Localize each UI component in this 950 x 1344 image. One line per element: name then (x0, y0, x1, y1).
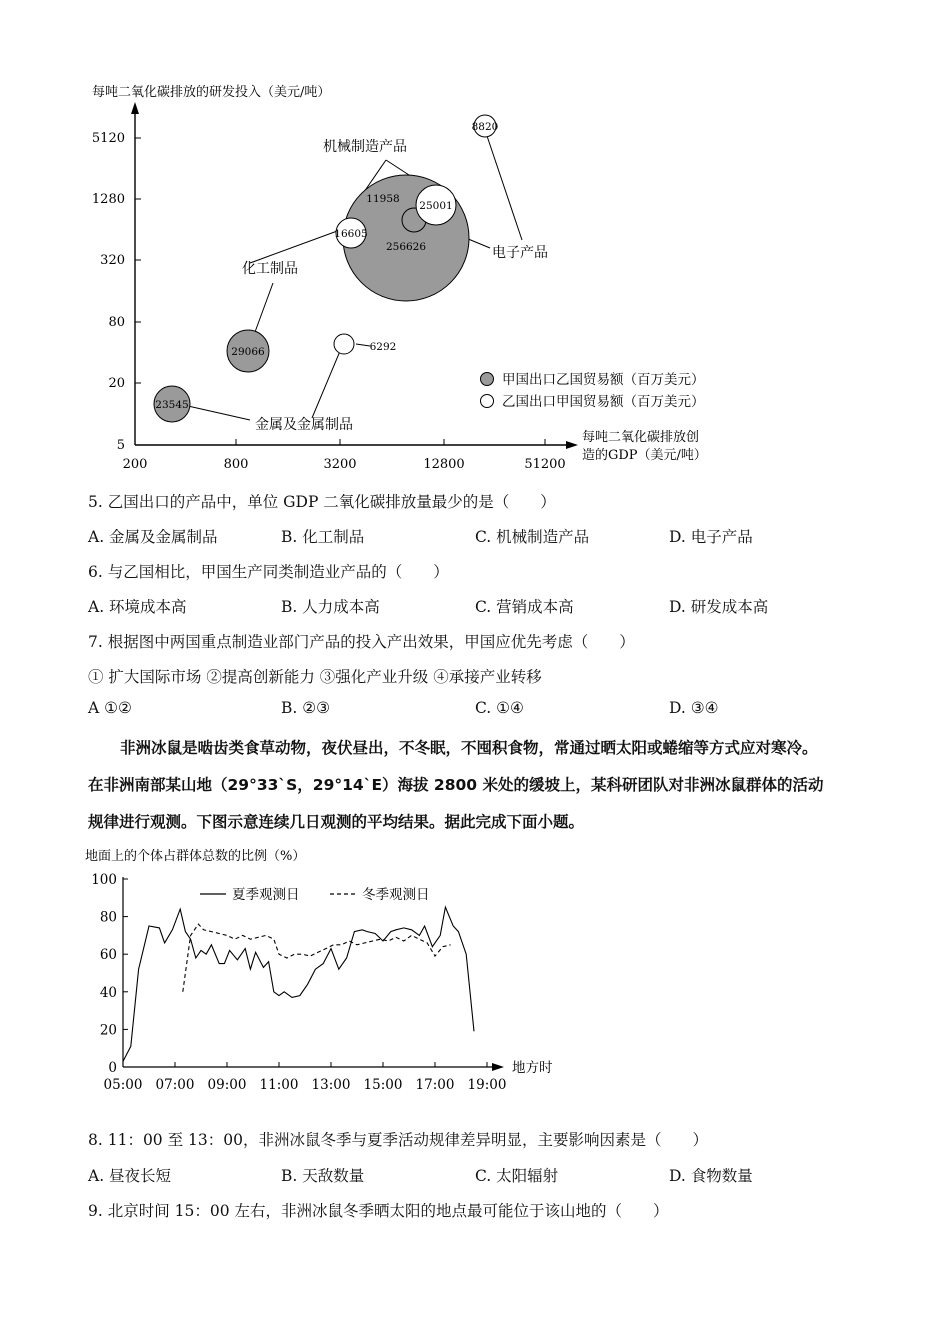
x-tick: 12800 (423, 457, 465, 472)
x-tick: 800 (223, 457, 249, 472)
series-summer-line (123, 907, 474, 1061)
q5-option-d[interactable]: D. 电子产品 (669, 528, 753, 546)
q5-option-a[interactable]: A. 金属及金属制品 (88, 528, 218, 546)
question-9-stem: 9. 北京时间 15：00 左右，非洲冰鼠冬季晒太阳的地点最可能位于该山地的（ ） (88, 1202, 669, 1220)
label-metal: 金属及金属制品 (255, 417, 353, 433)
question-5-stem: 5. 乙国出口的产品中，单位 GDP 二氧化碳排放量最少的是（ ） (88, 493, 556, 511)
y-axis-label: 每吨二氧化碳排放的研发投入（美元/吨） (92, 85, 331, 100)
chart2-xlabel: 地方时 (512, 1060, 553, 1076)
x-tick-label: 15:00 (363, 1077, 403, 1093)
activity-line-chart (80, 842, 580, 1102)
x-axis-label-1: 每吨二氧化碳排放创 (582, 430, 700, 445)
x-tick-label: 11:00 (259, 1077, 299, 1093)
bubble-value: 25001 (419, 200, 453, 212)
x-tick-label: 05:00 (103, 1077, 143, 1093)
y-tick: 5 (116, 438, 125, 453)
y-tick: 20 (108, 376, 125, 391)
legend-item: 甲国出口乙国贸易额（百万美元） (502, 372, 705, 388)
passage-line-1: 非洲冰鼠是啮齿类食草动物，夜伏昼出，不冬眠，不囤积食物，常通过晒太阳或蜷缩等方式应对寒冷。 (120, 739, 818, 757)
y-tick-label: 100 (91, 872, 117, 888)
y-tick-label: 20 (99, 1022, 117, 1039)
y-tick-label: 40 (99, 984, 117, 1001)
y-tick: 1280 (91, 192, 125, 207)
bubble-value: 16605 (334, 228, 368, 240)
q5-option-c[interactable]: C. 机械制造产品 (475, 528, 590, 546)
bubble-value: 6292 (369, 341, 397, 353)
y-tick-label: 80 (99, 909, 117, 926)
q7-option-b[interactable]: B. ②③ (281, 699, 331, 717)
question-7-stem: 7. 根据图中两国重点制造业部门产品的投入产出效果，甲国应优先考虑（ ） (88, 633, 635, 651)
x-tick-label: 13:00 (311, 1077, 351, 1093)
x-tick-label: 19:00 (467, 1077, 507, 1093)
legend-summer: 夏季观测日 (232, 887, 300, 903)
q8-option-d[interactable]: D. 食物数量 (669, 1167, 753, 1185)
y-tick: 80 (108, 315, 125, 330)
x-tick-label: 07:00 (155, 1077, 195, 1093)
q8-option-a[interactable]: A. 昼夜长短 (88, 1167, 172, 1185)
y-tick-label: 0 (108, 1060, 117, 1076)
x-tick-label: 09:00 (207, 1077, 247, 1093)
q8-option-b[interactable]: B. 天敌数量 (281, 1167, 365, 1185)
label-electronics: 电子产品 (492, 245, 548, 261)
chart2-title: 地面上的个体占群体总数的比例（%） (85, 849, 306, 864)
q6-option-a[interactable]: A. 环境成本高 (88, 598, 187, 616)
bubble-value: 256626 (385, 241, 427, 253)
y-tick: 5120 (91, 131, 125, 146)
passage-line-2: 在非洲南部某山地（29°33`S，29°14`E）海拔 2800 米处的缓坡上，某科研团队对非洲冰鼠群体的活动 (88, 776, 824, 794)
legend-white-marker (481, 395, 494, 408)
label-chemical: 化工制品 (242, 261, 298, 277)
bubble-value: 8820 (471, 121, 499, 133)
passage-line-3: 规律进行观测。下图示意连续几日观测的平均结果。据此完成下面小题。 (88, 813, 585, 831)
question-8-stem: 8. 11：00 至 13：00，非洲冰鼠冬季与夏季活动规律差异明显，主要影响因素是（ ） (88, 1131, 708, 1149)
y-tick: 320 (100, 253, 125, 268)
q7-option-a[interactable]: A ①② (88, 699, 132, 717)
q6-option-d[interactable]: D. 研发成本高 (669, 598, 769, 616)
series-winter-line (183, 924, 451, 992)
label-machinery: 机械制造产品 (323, 139, 407, 155)
bubble-value: 29066 (231, 346, 265, 358)
x-tick: 3200 (323, 457, 357, 472)
x-tick: 51200 (524, 457, 566, 472)
q7-option-c[interactable]: C. ①④ (475, 699, 524, 717)
legend-winter: 冬季观测日 (362, 887, 430, 903)
x-axis-label-2: 造的GDP（美元/吨） (582, 448, 707, 463)
question-6-stem: 6. 与乙国相比，甲国生产同类制造业产品的（ ） (88, 563, 449, 581)
question-7-items: ① 扩大国际市场 ②提高创新能力 ③强化产业升级 ④承接产业转移 (88, 668, 542, 686)
q6-option-c[interactable]: C. 营销成本高 (475, 598, 574, 616)
legend-gray-marker (481, 373, 494, 386)
x-tick: 200 (122, 457, 148, 472)
bubble-value: 11958 (366, 193, 400, 205)
q5-option-b[interactable]: B. 化工制品 (281, 528, 365, 546)
q7-option-d[interactable]: D. ③④ (669, 699, 719, 717)
legend-item: 乙国出口甲国贸易额（百万美元） (502, 394, 705, 410)
q6-option-b[interactable]: B. 人力成本高 (281, 598, 380, 616)
bubble-value: 23545 (155, 399, 189, 411)
x-tick-label: 17:00 (415, 1077, 455, 1093)
y-tick-label: 60 (99, 947, 117, 964)
bubble-chart (80, 80, 840, 480)
bubble-metal-white (334, 334, 354, 354)
q8-option-c[interactable]: C. 太阳辐射 (475, 1167, 559, 1185)
